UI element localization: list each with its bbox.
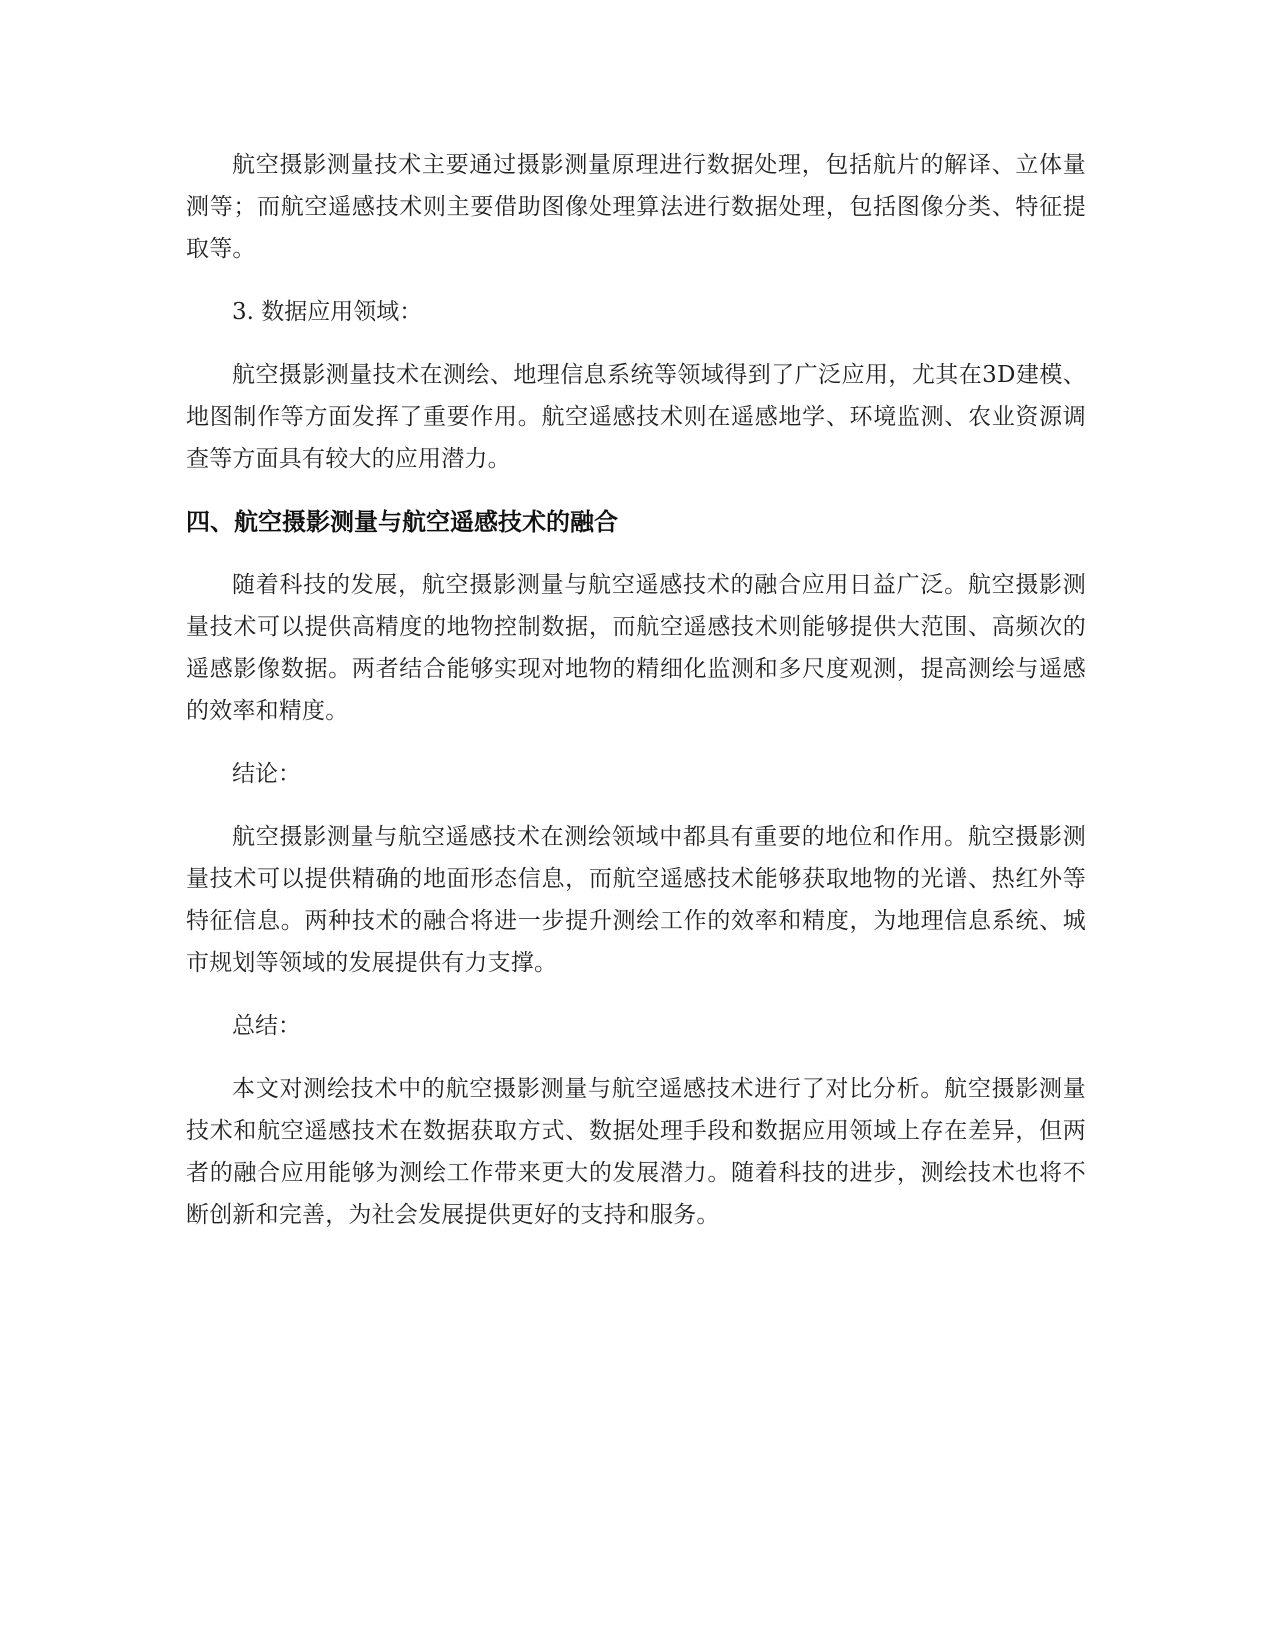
paragraph-data-application: 航空摄影测量技术在测绘、地理信息系统等领域得到了广泛应用，尤其在3D建模、地图制作等方面发挥了重要作用。航空遥感技术则在遥感地学、环境监测、农业资源调查等方面具有较大的应用潜力。 bbox=[186, 362, 1086, 472]
label-conclusion: 结论： bbox=[232, 761, 301, 787]
label-data-application: 3. 数据应用领域： bbox=[232, 299, 423, 325]
paragraph-fusion: 随着科技的发展，航空摄影测量与航空遥感技术的融合应用日益广泛。航空摄影测量技术可以提供高精度的地物控制数据，而航空遥感技术则能够提供大范围、高频次的遥感影像数据。两者结合能够实现对地物的精细化监测和多尺度观测，提高测绘与遥感的效率和精度。 bbox=[186, 572, 1086, 724]
paragraph-summary: 本文对测绘技术中的航空摄影测量与航空遥感技术进行了对比分析。航空摄影测量技术和航空遥感技术在数据获取方式、数据处理手段和数据应用领域上存在差异，但两者的融合应用能够为测绘工作带来更大的发展潜力。随着科技的进步，测绘技术也将不断创新和完善，为社会发展提供更好的支持和服务。 bbox=[186, 1076, 1086, 1228]
paragraph-data-processing: 航空摄影测量技术主要通过摄影测量原理进行数据处理，包括航片的解译、立体量测等；而航空遥感技术则主要借助图像处理算法进行数据处理，包括图像分类、特征提取等。 bbox=[186, 152, 1086, 262]
label-summary: 总结： bbox=[232, 1013, 301, 1039]
paragraph-conclusion: 航空摄影测量与航空遥感技术在测绘领域中都具有重要的地位和作用。航空摄影测量技术可以提供精确的地面形态信息，而航空遥感技术能够获取地物的光谱、热红外等特征信息。两种技术的融合将进一步提升测绘工作的效率和精度，为地理信息系统、城市规划等领域的发展提供有力支撑。 bbox=[186, 824, 1086, 976]
section-heading-fusion: 四、航空摄影测量与航空遥感技术的融合 bbox=[186, 508, 618, 536]
document-body bbox=[186, 144, 1086, 1257]
